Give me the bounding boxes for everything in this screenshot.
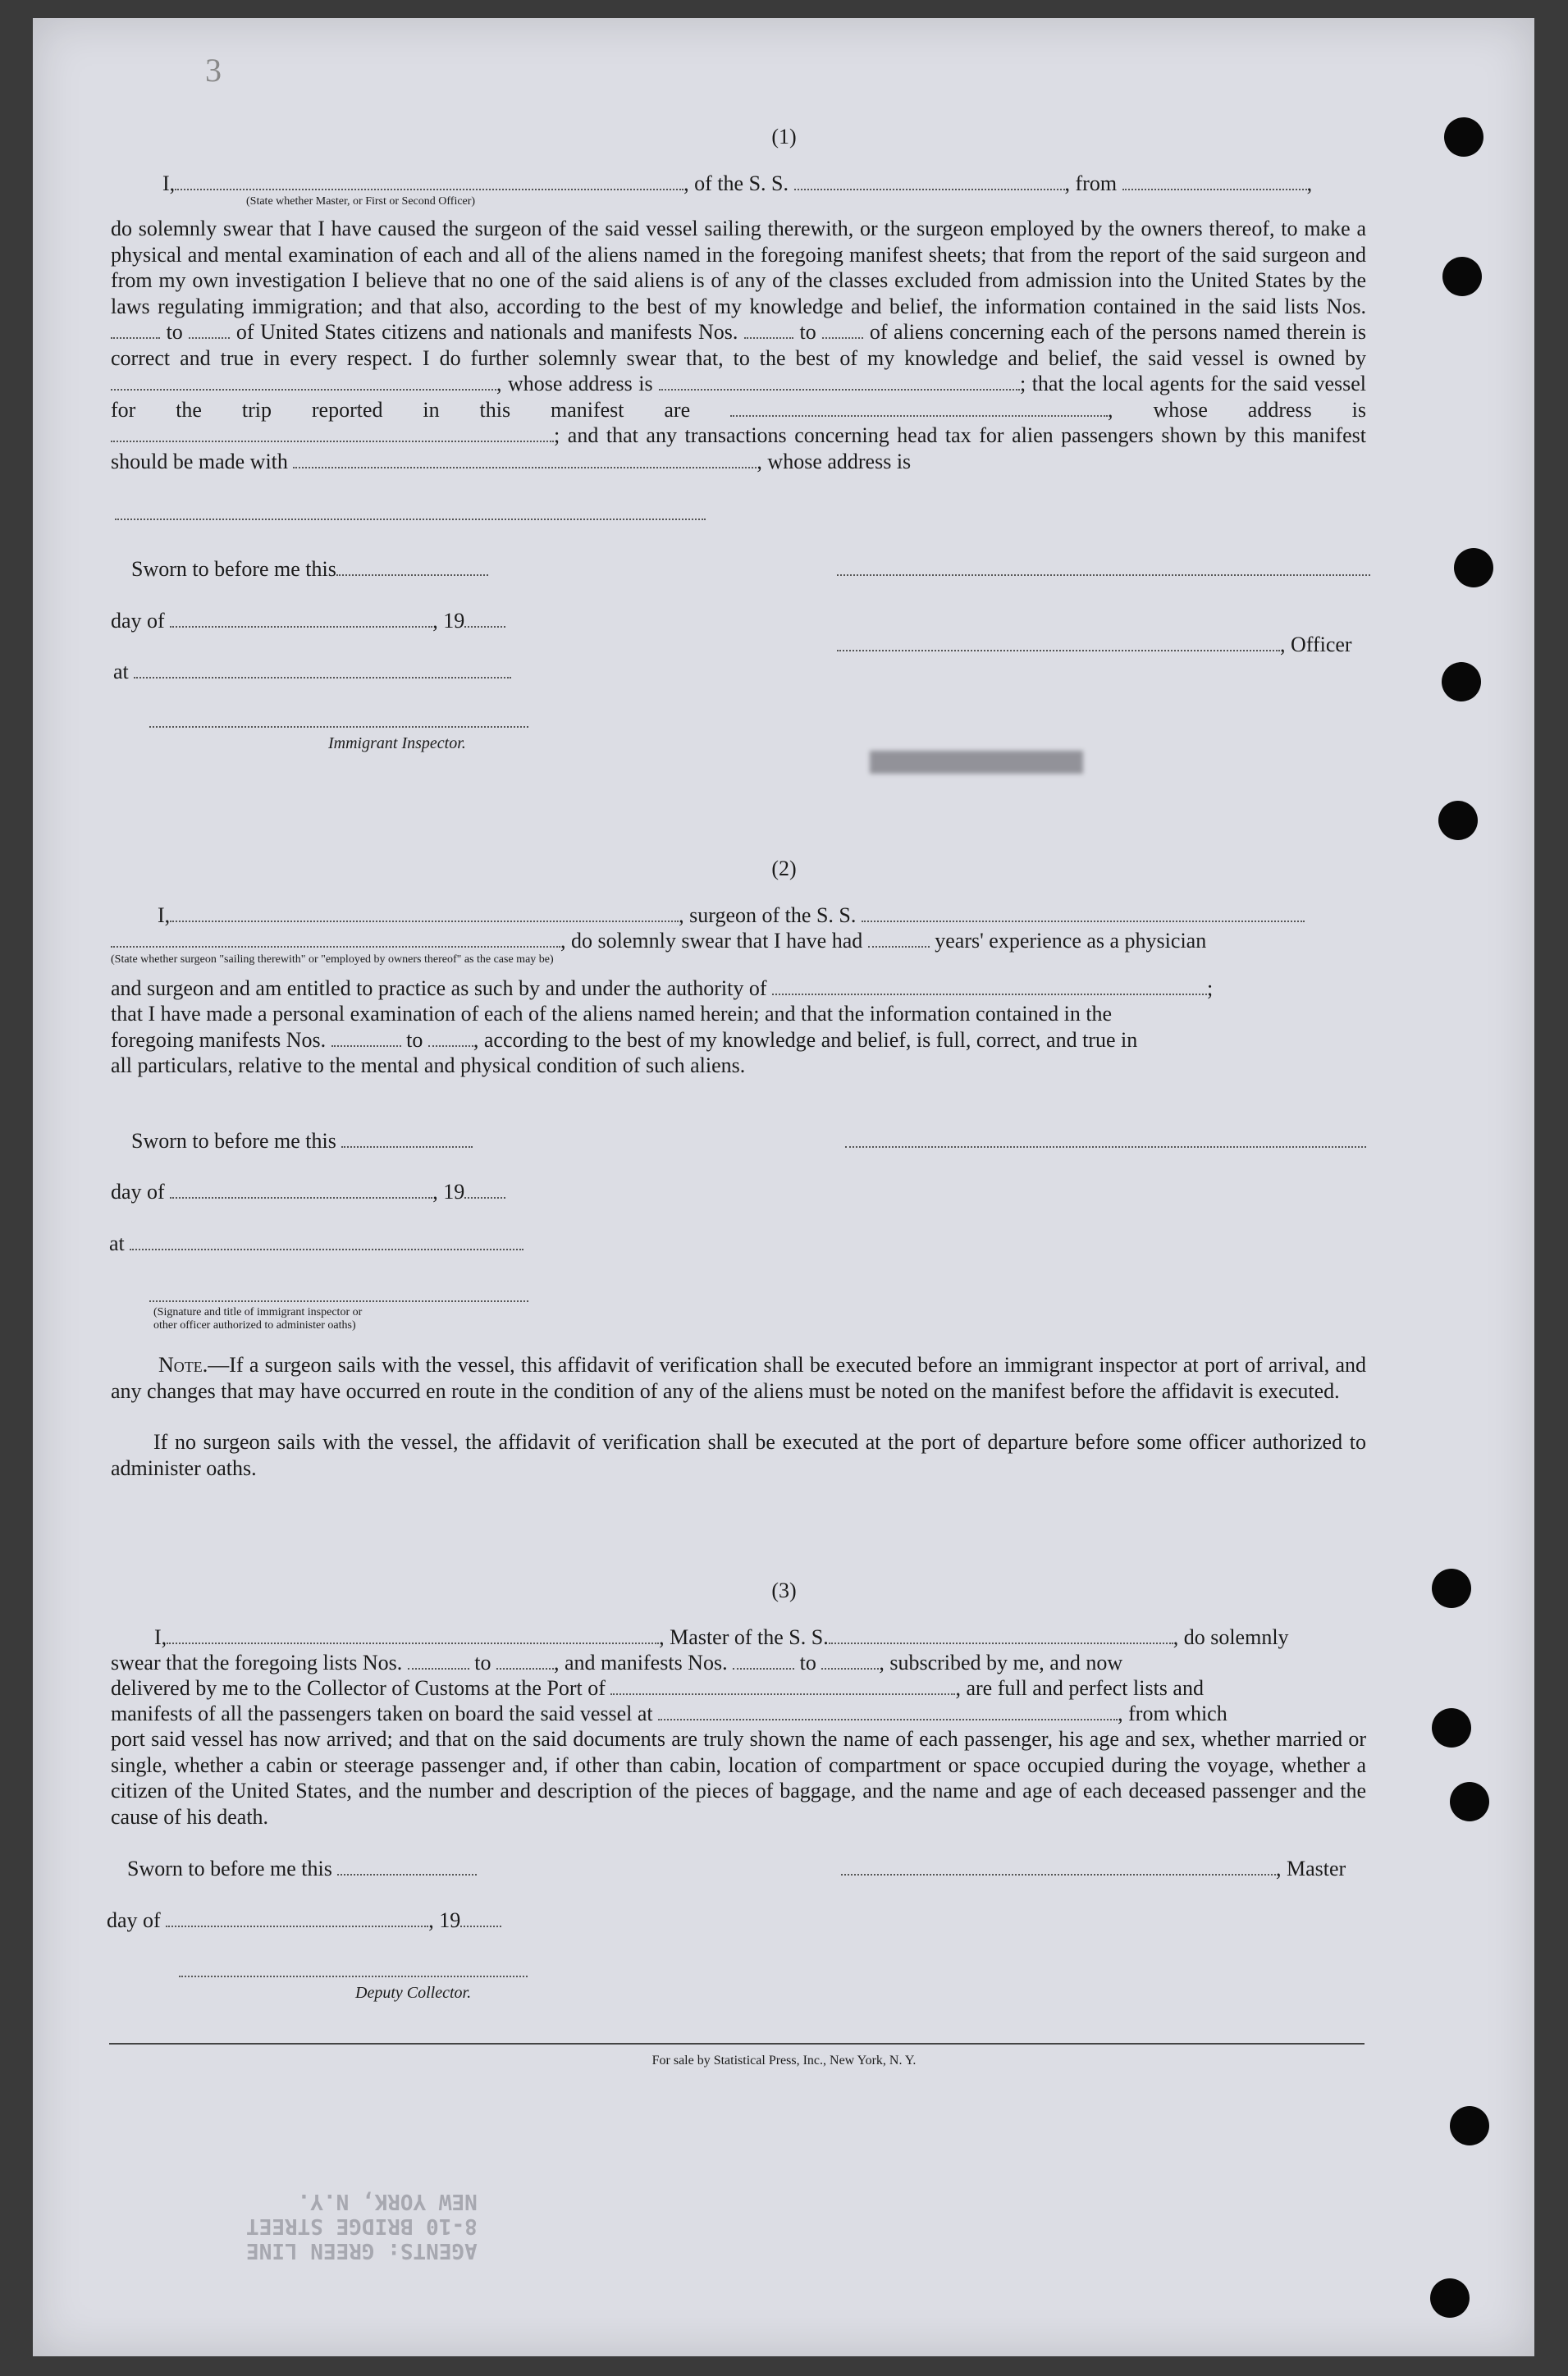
s2-swear-label: , do solemnly swear that I have had [560, 929, 863, 953]
s1-officer [837, 632, 1352, 657]
s1-year-field[interactable] [464, 610, 505, 628]
s1-para-text-4: that the local agents for the said vessel for the trip reported in this manifest are [111, 372, 1366, 422]
note-label: Note. [158, 1353, 208, 1377]
s2-ship-name-field[interactable] [862, 904, 1305, 922]
s3-year-label: , 19 [428, 1908, 461, 1932]
section-3-paragraph [111, 1726, 1366, 1830]
s2-line2 [111, 928, 1206, 953]
s3-manifests-from-field[interactable] [733, 1652, 794, 1670]
s2-at-field[interactable] [130, 1232, 523, 1250]
s3-line3 [111, 1675, 1204, 1701]
s2-sig-note-2: other officer authorized to administer oaths) [153, 1319, 356, 1332]
s2-para-b: that I have made a personal examination of each of the aliens named herein; and that the information contained in the [111, 1002, 1113, 1026]
s1-at-label: at [113, 660, 129, 683]
s2-sworn-label: Sworn to before me this [131, 1129, 336, 1153]
s3-to-label-2: to [799, 1651, 816, 1675]
s3-swear-label: , do solemnly [1173, 1625, 1289, 1649]
s2-sig-note-1: (Signature and title of immigrant inspector or [153, 1306, 363, 1318]
surgeon-note: (State whether surgeon "sailing therewith" or "employed by owners thereof" as the case may be) [111, 953, 554, 966]
s1-at [113, 659, 511, 684]
local-agents-field[interactable] [730, 399, 1108, 417]
s1-i-label: I, [162, 171, 176, 195]
departure-port-field[interactable] [658, 1702, 1118, 1720]
punch-hole [1430, 2278, 1470, 2318]
master-label: , Master [1276, 1857, 1346, 1880]
punch-hole [1442, 662, 1481, 701]
s3-line2-text-b: , and manifests Nos. [554, 1651, 728, 1675]
punch-hole [1454, 548, 1493, 587]
s2-line1 [158, 902, 1305, 928]
note-paragraph-1 [111, 1352, 1366, 1404]
s2-at-label: at [109, 1231, 125, 1255]
printer-credit: For sale by Statistical Press, Inc., New York, N. Y. [651, 2054, 917, 2068]
s3-lists-from-field[interactable] [408, 1652, 469, 1670]
s1-para-text-3: of aliens concerning each of the persons named therein is correct and true in every respect. I do further solemnly swear that, to the best of my knowledge and belief, the said vessel is owned by [111, 320, 1366, 370]
s2-dayof-label: day of [111, 1180, 165, 1204]
note-text-2: If no surgeon sails with the vessel, the affidavit of verification shall be executed at the port of departure before some officer authorized to administer oaths. [111, 1430, 1366, 1480]
lists-to-field[interactable] [189, 321, 230, 339]
s1-to-label: to [166, 320, 183, 344]
s2-officer-signature-line[interactable] [845, 1146, 1366, 1148]
s2-para-e: all particulars, relative to the mental and physical condition of such aliens. [111, 1053, 746, 1077]
master-name-field[interactable] [167, 1626, 659, 1644]
s3-lists-to-field[interactable] [496, 1652, 554, 1670]
s1-whose-label-3: , whose address is [757, 449, 912, 473]
s3-manifests-to-field[interactable] [821, 1652, 879, 1670]
s1-para-text-1: do solemnly swear that I have caused the surgeon of the said vessel sailing therewith, or the surgeon employed by the owners thereof, to make a physical and mental examination of each and all of the aliens named in the foregoing manifest sheets; that from the report of the said surgeon and from my own investigation I believe that no one of the said aliens is of any of the classes excluded from admission into the United States by the laws regulating immigration; and that also, according to the best of my knowledge and belief, the information contained in the said lists Nos. [111, 217, 1366, 318]
officer-note: (State whether Master, or First or Second Officer) [246, 195, 476, 208]
s3-sworn-label: Sworn to before me this [127, 1857, 332, 1880]
s2-manifest-from-field[interactable] [331, 1029, 401, 1047]
section-2-number: (2) [771, 857, 797, 880]
s2-month-field[interactable] [170, 1181, 432, 1199]
section-1-paragraph: do solemnly swear that I have caused the surgeon of the said vessel sailing therewith, or the surgeon employed by the owners thereof, to make a physical and mental examination of each and all of the aliens named in the foregoing manifest sheets; that from the report of the said surgeon and from my own investigation I believe that no one of the said aliens is of any of the classes excluded from admission into the United States by the laws regulating immigration; and that also, according to the best of my knowledge and belief, the information contained in the said lists Nos. to of United States citizens and nationals and manifests Nos. to of aliens concerning each of the persons named therein is correct and true in every respect. I do further solemnly swear that, to the best of my knowledge and belief, the said vessel is owned by , whose address is ; that the local agents for the said vessel for the trip reported in this manifest are , whose address is ; and that any transactions concerning head tax for alien passengers shown by this manifest should be made with , whose address is [111, 217, 1366, 473]
s3-i-label: I, [154, 1625, 167, 1649]
s1-whose-label-2: whose address is [1153, 397, 1366, 422]
s2-para-d-text: , according to the best of my knowledge and belief, is full, correct, and true in [473, 1028, 1138, 1052]
s3-dayof [107, 1908, 501, 1933]
corner-mark: 3 [205, 52, 222, 89]
years-experience-field[interactable] [868, 930, 930, 948]
s2-year-label: , 19 [432, 1180, 465, 1204]
head-tax-contact-field[interactable] [293, 450, 757, 468]
s1-line1 [162, 171, 1312, 196]
port-field[interactable] [610, 1677, 955, 1695]
s1-from-label: , from [1064, 171, 1118, 195]
stamp-line-1: AGENTS: GREEN LINE [246, 2238, 478, 2263]
inspector-signature-line[interactable] [149, 726, 528, 728]
master-signature-line[interactable] [841, 1857, 1276, 1876]
officer-label: , Officer [1280, 633, 1352, 656]
agents-address-field[interactable] [111, 424, 554, 442]
note-text-1: —If a surgeon sails with the vessel, this affidavit of verification shall be executed before an immigrant inspector at port of arrival, and any changes that may have occurred en route in the condition of any of the aliens must be noted on the manifest before the affidavit is executed. [111, 1353, 1366, 1403]
s1-para-text-2: of United States citizens and nationals and manifests Nos. [235, 320, 738, 344]
officer-signature-line-1[interactable] [837, 574, 1370, 576]
s1-dayof [111, 608, 505, 633]
s1-para-text-5: ; and that any transactions concerning head tax for alien passengers shown by this manifest should be made with [111, 423, 1366, 473]
s2-i-label: I, [158, 903, 171, 927]
s1-sworn-label: Sworn to before me this [131, 557, 336, 581]
s2-years-label: years' experience as a physician [935, 929, 1207, 953]
officer-signature-line-2[interactable] [837, 633, 1280, 651]
punch-hole [1438, 801, 1478, 840]
s3-master-sig [841, 1856, 1346, 1881]
s1-sworn [131, 556, 488, 582]
section-3-number: (3) [771, 1579, 797, 1602]
s3-line2-text-a: swear that the foregoing lists Nos. [111, 1651, 403, 1675]
s2-at [109, 1231, 523, 1256]
s1-dayof-label: day of [111, 609, 165, 633]
s1-at-field[interactable] [134, 660, 511, 679]
s3-line2 [111, 1650, 1122, 1675]
s3-line3-text-a: delivered by me to the Collector of Customs at the Port of [111, 1676, 606, 1700]
s3-month-field[interactable] [166, 1909, 428, 1927]
s2-manifest-to-field[interactable] [428, 1029, 473, 1047]
punch-hole [1432, 1708, 1471, 1748]
s3-to-label: to [474, 1651, 491, 1675]
s2-para-c [111, 1027, 1137, 1053]
lists-from-field[interactable] [111, 321, 160, 339]
stamp-line-2: 8-10 BRIDGE STREET [246, 2214, 478, 2238]
manifests-to-field[interactable] [822, 321, 863, 339]
punch-hole [1442, 257, 1482, 296]
s2-sworn [131, 1128, 473, 1154]
s3-sworn-date-field[interactable] [337, 1857, 477, 1876]
collector-signature-line[interactable] [179, 1976, 528, 1977]
officer-name-field[interactable] [175, 172, 683, 190]
punch-hole [1450, 1782, 1489, 1821]
s1-to-label-2: to [799, 320, 816, 344]
s1-year-label: , 19 [432, 609, 465, 633]
owner-address-field[interactable] [659, 372, 1020, 391]
s3-line3-text-b: , are full and perfect lists and [955, 1676, 1204, 1700]
manifests-from-field[interactable] [744, 321, 793, 339]
owner-field[interactable] [111, 372, 496, 391]
authority-field[interactable] [772, 977, 1207, 995]
s2-to-label: to [406, 1028, 423, 1052]
s1-whose-label: , whose address is [496, 372, 653, 395]
s3-line2-text-c: , subscribed by me, and now [879, 1651, 1123, 1675]
from-port-field[interactable] [1122, 172, 1307, 190]
ink-smudge [870, 751, 1083, 774]
s1-month-field[interactable] [170, 610, 432, 628]
footer-rule [109, 2043, 1365, 2045]
s3-master-label: , Master of the S. S. [659, 1625, 829, 1649]
s3-year-field[interactable] [460, 1909, 501, 1927]
s3-dayof-label: day of [107, 1908, 161, 1932]
s3-line4-text-a: manifests of all the passengers taken on board the said vessel at [111, 1702, 653, 1725]
s2-para-c-text: foregoing manifests Nos. [111, 1028, 327, 1052]
head-tax-address-field[interactable] [115, 519, 706, 520]
s1-comma: , [1306, 171, 1313, 195]
s3-ship-name-field[interactable] [829, 1626, 1173, 1644]
immigrant-inspector-label: Immigrant Inspector. [328, 734, 466, 752]
s3-sworn [127, 1856, 477, 1881]
stamp-line-3: NEW YORK, N.Y. [297, 2189, 478, 2214]
s3-line4-text-b: , from which [1118, 1702, 1227, 1725]
s3-para-text: port said vessel has now arrived; and that on the said documents are truly shown the name of each passenger, his age and sex, whether married or single, whether a cabin or steerage passenger and, if other than cabin, location of compartment or space occupied during the voyage, whether a citizen of the United States, and the number and description of the pieces of baggage, and the name and age of each deceased passenger and the cause of his death. [111, 1727, 1366, 1829]
s2-para-a: and surgeon and am entitled to practice as such by and under the authority of ; [111, 976, 1214, 1000]
s2-sworn-date-field[interactable] [341, 1130, 473, 1148]
s3-line1 [154, 1624, 1289, 1650]
deputy-collector-label: Deputy Collector. [355, 1984, 472, 2002]
s2-inspector-signature-line[interactable] [149, 1300, 528, 1302]
s2-year-field[interactable] [464, 1181, 505, 1199]
surgeon-status-field[interactable] [111, 930, 560, 948]
ship-name-field[interactable] [794, 172, 1065, 190]
s2-surgeon-label: , surgeon of the S. S. [679, 903, 857, 927]
surgeon-name-field[interactable] [170, 904, 679, 922]
agent-stamp [246, 2189, 478, 2263]
s1-of-ss-label: , of the S. S. [683, 171, 789, 195]
s3-line4 [111, 1701, 1227, 1726]
punch-hole [1450, 2106, 1489, 2145]
s2-dayof [111, 1179, 505, 1204]
s1-sworn-date-field[interactable] [336, 558, 488, 576]
note-paragraph-2 [111, 1429, 1366, 1481]
s2-para-a-text: and surgeon and am entitled to practice as such by and under the authority of [111, 976, 767, 1000]
section-1-number: (1) [771, 125, 797, 148]
